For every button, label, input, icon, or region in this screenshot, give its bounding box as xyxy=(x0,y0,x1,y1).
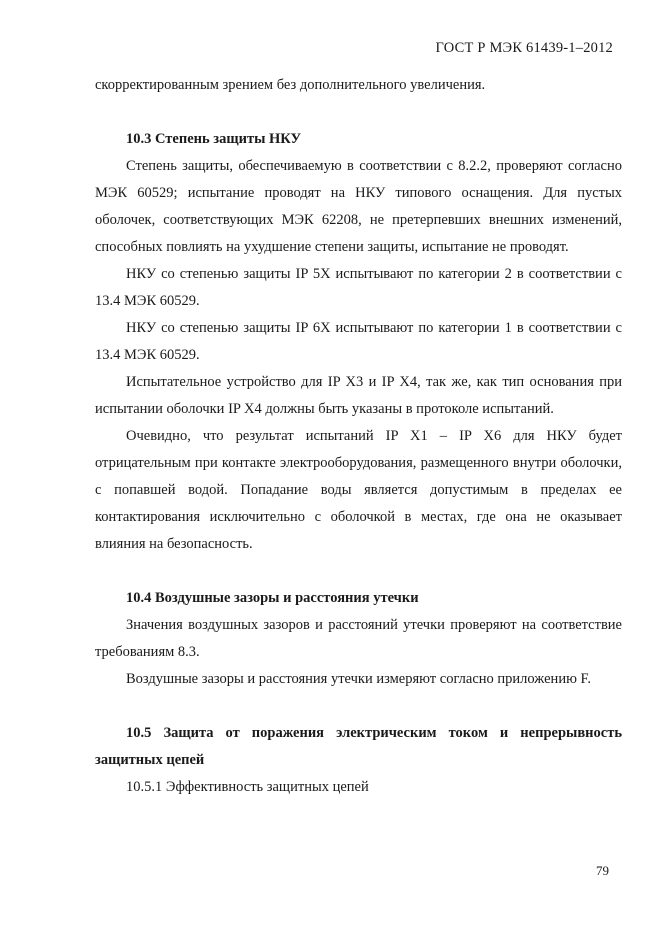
page-content xyxy=(95,72,622,801)
continuation-text: скорректированным зрением без дополнительного увеличения. xyxy=(95,77,486,93)
section-10-5-title: 10.5 Защита от поражения электрическим током и непрерывность защитных цепей xyxy=(95,725,622,768)
section-10-3-paragraph: Очевидно, что результат испытаний IP X1 – IP X6 для НКУ будет отрицательным при контакте электрооборудования, размещенного внутри оболочки, с попавшей водой. Попадание воды является допустимым в пределах ее контактирования исключительно с оболочкой в местах, где она не оказывает влияния на безопасность. xyxy=(95,428,622,552)
section-10-4-paragraph: Значения воздушных зазоров и расстояний утечки проверяют на соответствие требованиям 8.3. xyxy=(95,617,622,660)
page-number: 79 xyxy=(596,863,609,878)
section-10-3-paragraph: НКУ со степенью защиты IP 6X испытывают по категории 1 в соответствии с 13.4 МЭК 60529. xyxy=(95,320,622,363)
section-10-3-paragraph: Степень защиты, обеспечиваемую в соответствии с 8.2.2, проверяют согласно МЭК 60529; испытание проводят на НКУ типового оснащения. Для пустых оболочек, соответствующих МЭК 62208, не претерпевших внешних изменений, способных повлиять на ухудшение степени защиты, испытание не проводят. xyxy=(95,158,622,255)
section-spacer xyxy=(95,99,622,126)
standard-header: ГОСТ Р МЭК 61439-1–2012 xyxy=(435,40,613,56)
section-10-3-paragraph: НКУ со степенью защиты IP 5X испытывают по категории 2 в соответствии с 13.4 МЭК 60529. xyxy=(95,266,622,309)
section-10-4-paragraph: Воздушные зазоры и расстояния утечки измеряют согласно приложению F. xyxy=(126,671,592,687)
section-spacer xyxy=(95,558,622,585)
subsection-10-5-1-title: 10.5.1 Эффективность защитных цепей xyxy=(126,779,369,795)
section-spacer xyxy=(95,693,622,720)
section-10-3-title: 10.3 Степень защиты НКУ xyxy=(126,131,302,147)
section-10-3-paragraph: Испытательное устройство для IP X3 и IP X4, так же, как тип основания при испытании оболочки IP X4 должны быть указаны в протоколе испытаний. xyxy=(95,374,622,417)
section-10-4-title: 10.4 Воздушные зазоры и расстояния утечки xyxy=(126,590,419,606)
